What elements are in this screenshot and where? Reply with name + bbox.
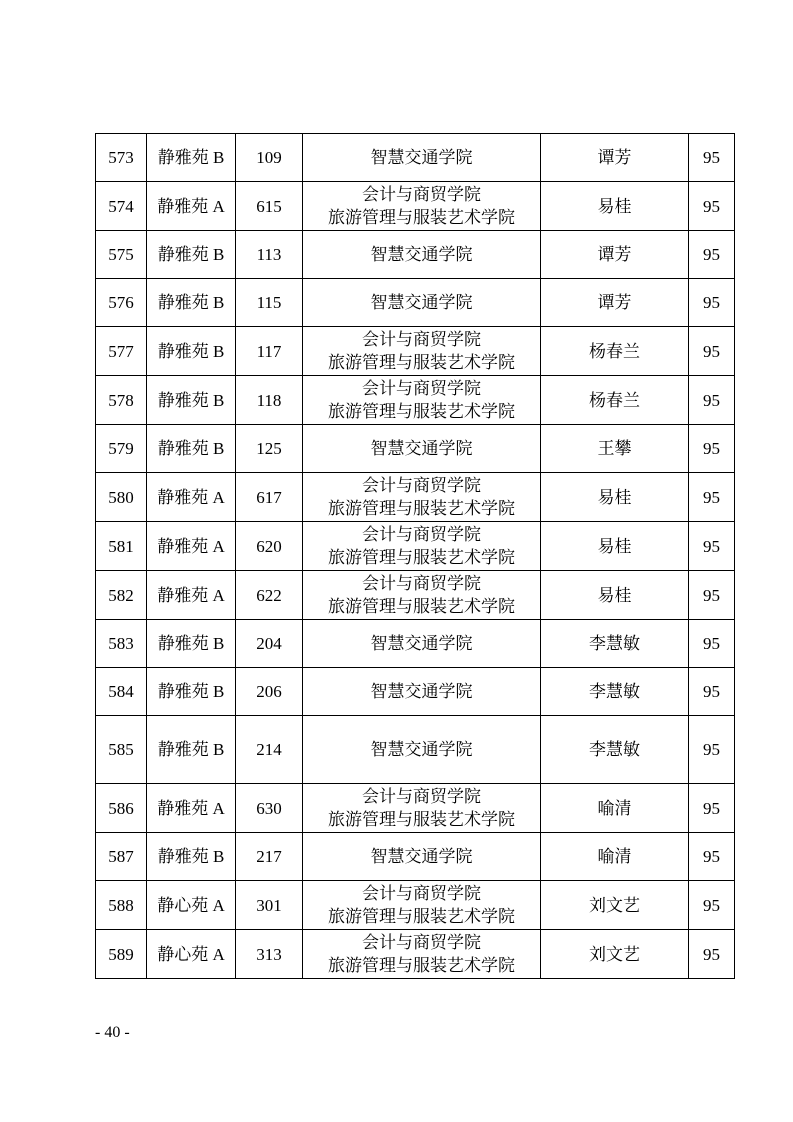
cell-score: 95 xyxy=(689,668,735,716)
cell-person: 杨春兰 xyxy=(541,376,689,425)
cell-person: 王攀 xyxy=(541,425,689,473)
college-line: 旅游管理与服装艺术学院 xyxy=(328,907,515,926)
cell-building: 静雅苑 B xyxy=(147,425,236,473)
cell-college xyxy=(303,327,541,376)
college-line: 旅游管理与服装艺术学院 xyxy=(328,956,515,975)
cell-number: 584 xyxy=(96,668,147,716)
cell-score: 95 xyxy=(689,784,735,833)
table-row xyxy=(96,231,735,279)
table-row xyxy=(96,881,735,930)
cell-number: 589 xyxy=(96,930,147,979)
cell-person: 李慧敏 xyxy=(541,716,689,784)
cell-building: 静雅苑 B xyxy=(147,833,236,881)
cell-score: 95 xyxy=(689,716,735,784)
cell-building: 静雅苑 A xyxy=(147,571,236,620)
cell-building: 静心苑 A xyxy=(147,930,236,979)
college-line: 智慧交通学院 xyxy=(370,847,473,866)
cell-person: 易桂 xyxy=(541,522,689,571)
college-line: 会计与商贸学院 xyxy=(362,884,481,903)
cell-building: 静雅苑 A xyxy=(147,473,236,522)
college-line: 会计与商贸学院 xyxy=(362,787,481,806)
college-line: 智慧交通学院 xyxy=(370,740,473,759)
cell-college xyxy=(303,182,541,231)
college-line: 智慧交通学院 xyxy=(370,148,473,167)
cell-college xyxy=(303,716,541,784)
cell-room: 204 xyxy=(236,620,303,668)
cell-score: 95 xyxy=(689,522,735,571)
college-line: 旅游管理与服装艺术学院 xyxy=(328,548,515,567)
cell-person: 易桂 xyxy=(541,571,689,620)
table-row xyxy=(96,327,735,376)
cell-college xyxy=(303,930,541,979)
inspection-table-container xyxy=(95,133,734,979)
cell-room: 214 xyxy=(236,716,303,784)
college-line: 智慧交通学院 xyxy=(370,245,473,264)
cell-number: 578 xyxy=(96,376,147,425)
cell-person: 喻清 xyxy=(541,784,689,833)
cell-score: 95 xyxy=(689,279,735,327)
table-row xyxy=(96,571,735,620)
cell-score: 95 xyxy=(689,620,735,668)
college-line: 旅游管理与服装艺术学院 xyxy=(328,402,515,421)
college-line: 旅游管理与服装艺术学院 xyxy=(328,499,515,518)
cell-college xyxy=(303,473,541,522)
cell-college xyxy=(303,571,541,620)
cell-building: 静雅苑 B xyxy=(147,668,236,716)
page-number: - 40 - xyxy=(95,1024,130,1041)
cell-room: 113 xyxy=(236,231,303,279)
cell-number: 582 xyxy=(96,571,147,620)
college-line: 会计与商贸学院 xyxy=(362,476,481,495)
table-body xyxy=(96,134,735,979)
college-line: 智慧交通学院 xyxy=(370,682,473,701)
cell-college xyxy=(303,881,541,930)
cell-number: 579 xyxy=(96,425,147,473)
cell-college xyxy=(303,620,541,668)
cell-room: 217 xyxy=(236,833,303,881)
college-line: 会计与商贸学院 xyxy=(362,379,481,398)
cell-building: 静心苑 A xyxy=(147,881,236,930)
inspection-table xyxy=(95,133,735,979)
cell-person: 谭芳 xyxy=(541,231,689,279)
table-row xyxy=(96,930,735,979)
cell-number: 580 xyxy=(96,473,147,522)
cell-person: 喻清 xyxy=(541,833,689,881)
cell-person: 刘文艺 xyxy=(541,881,689,930)
cell-number: 575 xyxy=(96,231,147,279)
cell-room: 125 xyxy=(236,425,303,473)
cell-building: 静雅苑 B xyxy=(147,376,236,425)
cell-score: 95 xyxy=(689,327,735,376)
cell-score: 95 xyxy=(689,425,735,473)
cell-room: 615 xyxy=(236,182,303,231)
cell-person: 易桂 xyxy=(541,182,689,231)
cell-score: 95 xyxy=(689,571,735,620)
cell-room: 630 xyxy=(236,784,303,833)
cell-score: 95 xyxy=(689,376,735,425)
table-row xyxy=(96,668,735,716)
table-row xyxy=(96,425,735,473)
cell-number: 576 xyxy=(96,279,147,327)
cell-score: 95 xyxy=(689,473,735,522)
cell-room: 118 xyxy=(236,376,303,425)
cell-building: 静雅苑 A xyxy=(147,522,236,571)
cell-building: 静雅苑 B xyxy=(147,279,236,327)
cell-room: 115 xyxy=(236,279,303,327)
cell-number: 586 xyxy=(96,784,147,833)
table-row xyxy=(96,182,735,231)
cell-college xyxy=(303,134,541,182)
cell-room: 109 xyxy=(236,134,303,182)
cell-number: 573 xyxy=(96,134,147,182)
cell-room: 206 xyxy=(236,668,303,716)
cell-number: 587 xyxy=(96,833,147,881)
college-line: 旅游管理与服装艺术学院 xyxy=(328,208,515,227)
college-line: 会计与商贸学院 xyxy=(362,574,481,593)
table-row xyxy=(96,522,735,571)
cell-person: 谭芳 xyxy=(541,134,689,182)
cell-person: 谭芳 xyxy=(541,279,689,327)
table-row xyxy=(96,376,735,425)
table-row xyxy=(96,134,735,182)
table-row xyxy=(96,279,735,327)
cell-college xyxy=(303,668,541,716)
cell-number: 583 xyxy=(96,620,147,668)
college-line: 智慧交通学院 xyxy=(370,439,473,458)
cell-college xyxy=(303,522,541,571)
cell-score: 95 xyxy=(689,182,735,231)
cell-room: 313 xyxy=(236,930,303,979)
college-line: 旅游管理与服装艺术学院 xyxy=(328,810,515,829)
cell-number: 574 xyxy=(96,182,147,231)
cell-building: 静雅苑 B xyxy=(147,231,236,279)
college-line: 会计与商贸学院 xyxy=(362,933,481,952)
table-row xyxy=(96,784,735,833)
cell-room: 117 xyxy=(236,327,303,376)
college-line: 旅游管理与服装艺术学院 xyxy=(328,353,515,372)
table-row xyxy=(96,716,735,784)
cell-college xyxy=(303,279,541,327)
college-line: 旅游管理与服装艺术学院 xyxy=(328,597,515,616)
cell-building: 静雅苑 A xyxy=(147,784,236,833)
cell-building: 静雅苑 B xyxy=(147,716,236,784)
cell-building: 静雅苑 B xyxy=(147,134,236,182)
cell-room: 622 xyxy=(236,571,303,620)
cell-person: 易桂 xyxy=(541,473,689,522)
cell-building: 静雅苑 B xyxy=(147,327,236,376)
college-line: 会计与商贸学院 xyxy=(362,185,481,204)
cell-score: 95 xyxy=(689,930,735,979)
cell-score: 95 xyxy=(689,833,735,881)
cell-person: 李慧敏 xyxy=(541,620,689,668)
cell-number: 585 xyxy=(96,716,147,784)
cell-person: 李慧敏 xyxy=(541,668,689,716)
cell-room: 301 xyxy=(236,881,303,930)
cell-person: 杨春兰 xyxy=(541,327,689,376)
table-row xyxy=(96,833,735,881)
cell-person: 刘文艺 xyxy=(541,930,689,979)
college-line: 会计与商贸学院 xyxy=(362,330,481,349)
cell-score: 95 xyxy=(689,134,735,182)
cell-building: 静雅苑 B xyxy=(147,620,236,668)
table-row xyxy=(96,473,735,522)
college-line: 智慧交通学院 xyxy=(370,634,473,653)
cell-college xyxy=(303,231,541,279)
cell-college xyxy=(303,425,541,473)
cell-college xyxy=(303,833,541,881)
cell-college xyxy=(303,784,541,833)
college-line: 智慧交通学院 xyxy=(370,293,473,312)
cell-room: 620 xyxy=(236,522,303,571)
table-row xyxy=(96,620,735,668)
cell-number: 588 xyxy=(96,881,147,930)
cell-score: 95 xyxy=(689,881,735,930)
college-line: 会计与商贸学院 xyxy=(362,525,481,544)
cell-score: 95 xyxy=(689,231,735,279)
cell-building: 静雅苑 A xyxy=(147,182,236,231)
cell-number: 577 xyxy=(96,327,147,376)
cell-college xyxy=(303,376,541,425)
cell-room: 617 xyxy=(236,473,303,522)
cell-number: 581 xyxy=(96,522,147,571)
